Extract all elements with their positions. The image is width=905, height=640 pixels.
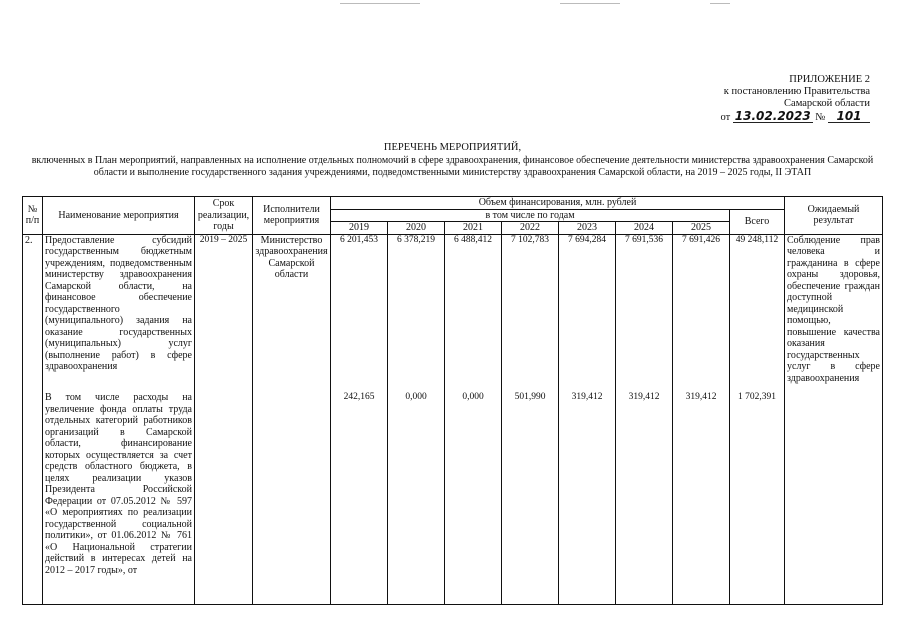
scan-artifact <box>710 3 730 4</box>
header-year: 2020 <box>388 222 445 235</box>
document-title: ПЕРЕЧЕНЬ МЕРОПРИЯТИЙ, <box>383 142 522 153</box>
document-subtitle: включенных в План мероприятий, направленных на исполнение отдельных полномочий в сфере здравоохранения, финансовое обеспечение деятельности министерства здравоохранения Самарской области и выполнение государственного задания учреждениями, подведомственными министерству здравоохранения Самарской области, на 2019 – 2025 годы, II ЭТАП <box>31 155 874 178</box>
header-by-years: в том числе по годам <box>331 209 730 222</box>
appendix-title: ПРИЛОЖЕНИЕ 2 <box>789 74 870 85</box>
value-2024: 7 691,536 <box>616 234 673 392</box>
header-year: 2021 <box>445 222 502 235</box>
appendix-block <box>720 74 870 124</box>
executor-cell <box>253 392 331 604</box>
header-year: 2024 <box>616 222 673 235</box>
from-label: от <box>720 112 731 123</box>
header-name: Наименование мероприятия <box>43 197 195 235</box>
value-2019: 6 201,453 <box>331 234 388 392</box>
value-2023: 7 694,284 <box>559 234 616 392</box>
appendix-date-line <box>720 110 870 124</box>
value-total: 49 248,112 <box>730 234 785 392</box>
measures-table <box>22 196 883 605</box>
value-2019: 242,165 <box>331 392 388 604</box>
value-2020: 0,000 <box>388 392 445 604</box>
header-result: Ожидаемый результат <box>785 197 883 235</box>
appendix-line-1: к постановлению Правительства <box>723 86 870 97</box>
value-2025: 7 691,426 <box>673 234 730 392</box>
appendix-line-2: Самарской области <box>784 98 870 109</box>
handwritten-date: 13.02.2023 <box>734 109 811 123</box>
value-2023: 319,412 <box>559 392 616 604</box>
expected-result <box>785 392 883 604</box>
header-year: 2025 <box>673 222 730 235</box>
header-executors: Исполнители мероприятия <box>253 197 331 235</box>
header-no: № п/п <box>23 197 43 235</box>
header-year: 2022 <box>502 222 559 235</box>
value-2021: 6 488,412 <box>445 234 502 392</box>
handwritten-number: 101 <box>828 110 870 123</box>
value-2021: 0,000 <box>445 392 502 604</box>
value-2025: 319,412 <box>673 392 730 604</box>
header-term: Срок реализации, годы <box>195 197 253 235</box>
value-2024: 319,412 <box>616 392 673 604</box>
term-cell <box>195 392 253 604</box>
row-number <box>23 392 43 604</box>
scan-artifact <box>560 3 620 4</box>
header-total: Всего <box>730 209 785 234</box>
header-funding: Объем финансирования, млн. рублей <box>331 197 785 210</box>
table-row <box>23 392 883 604</box>
table-row <box>23 234 883 392</box>
header-year: 2023 <box>559 222 616 235</box>
value-2022: 7 102,783 <box>502 234 559 392</box>
value-2022: 501,990 <box>502 392 559 604</box>
expected-result: Соблюдение прав человека и гражданина в сфере охраны здоровья, обеспечение граждан доступной медицинской помощью, повышение качества оказания государственных услуг в сфере здравоохранения <box>785 234 883 392</box>
value-2020: 6 378,219 <box>388 234 445 392</box>
header-year: 2019 <box>331 222 388 235</box>
number-label: № <box>815 112 826 123</box>
value-total: 1 702,391 <box>730 392 785 604</box>
scan-artifact <box>340 3 420 4</box>
row-number: 2. <box>23 234 43 392</box>
measure-name: В том числе расходы на увеличение фонда оплаты труда отдельных категорий работников организаций в Самарской области, финансирование которых осуществляется за счет средств областного бюджета, в целях реализации указов Президента Российской Федерации от 07.05.2012 № 597 «О мероприятиях по реализации государственной социальной политики», от 01.06.2012 № 761 «О Национальной стратегии действий в интересах детей на 2012 – 2017 годы», от <box>43 392 195 604</box>
executor-cell: Министерство здравоохранения Самарской области <box>253 234 331 392</box>
term-cell: 2019 – 2025 <box>195 234 253 392</box>
measure-name: Предоставление субсидий государственным бюджетным учреждениям, подведомственным министерству здравоохранения Самарской области, на финансовое обеспечение государственного (муниципального) задания на оказание государственных (муниципальных) услуг (выполнение работ) в сфере здравоохранения <box>43 234 195 392</box>
